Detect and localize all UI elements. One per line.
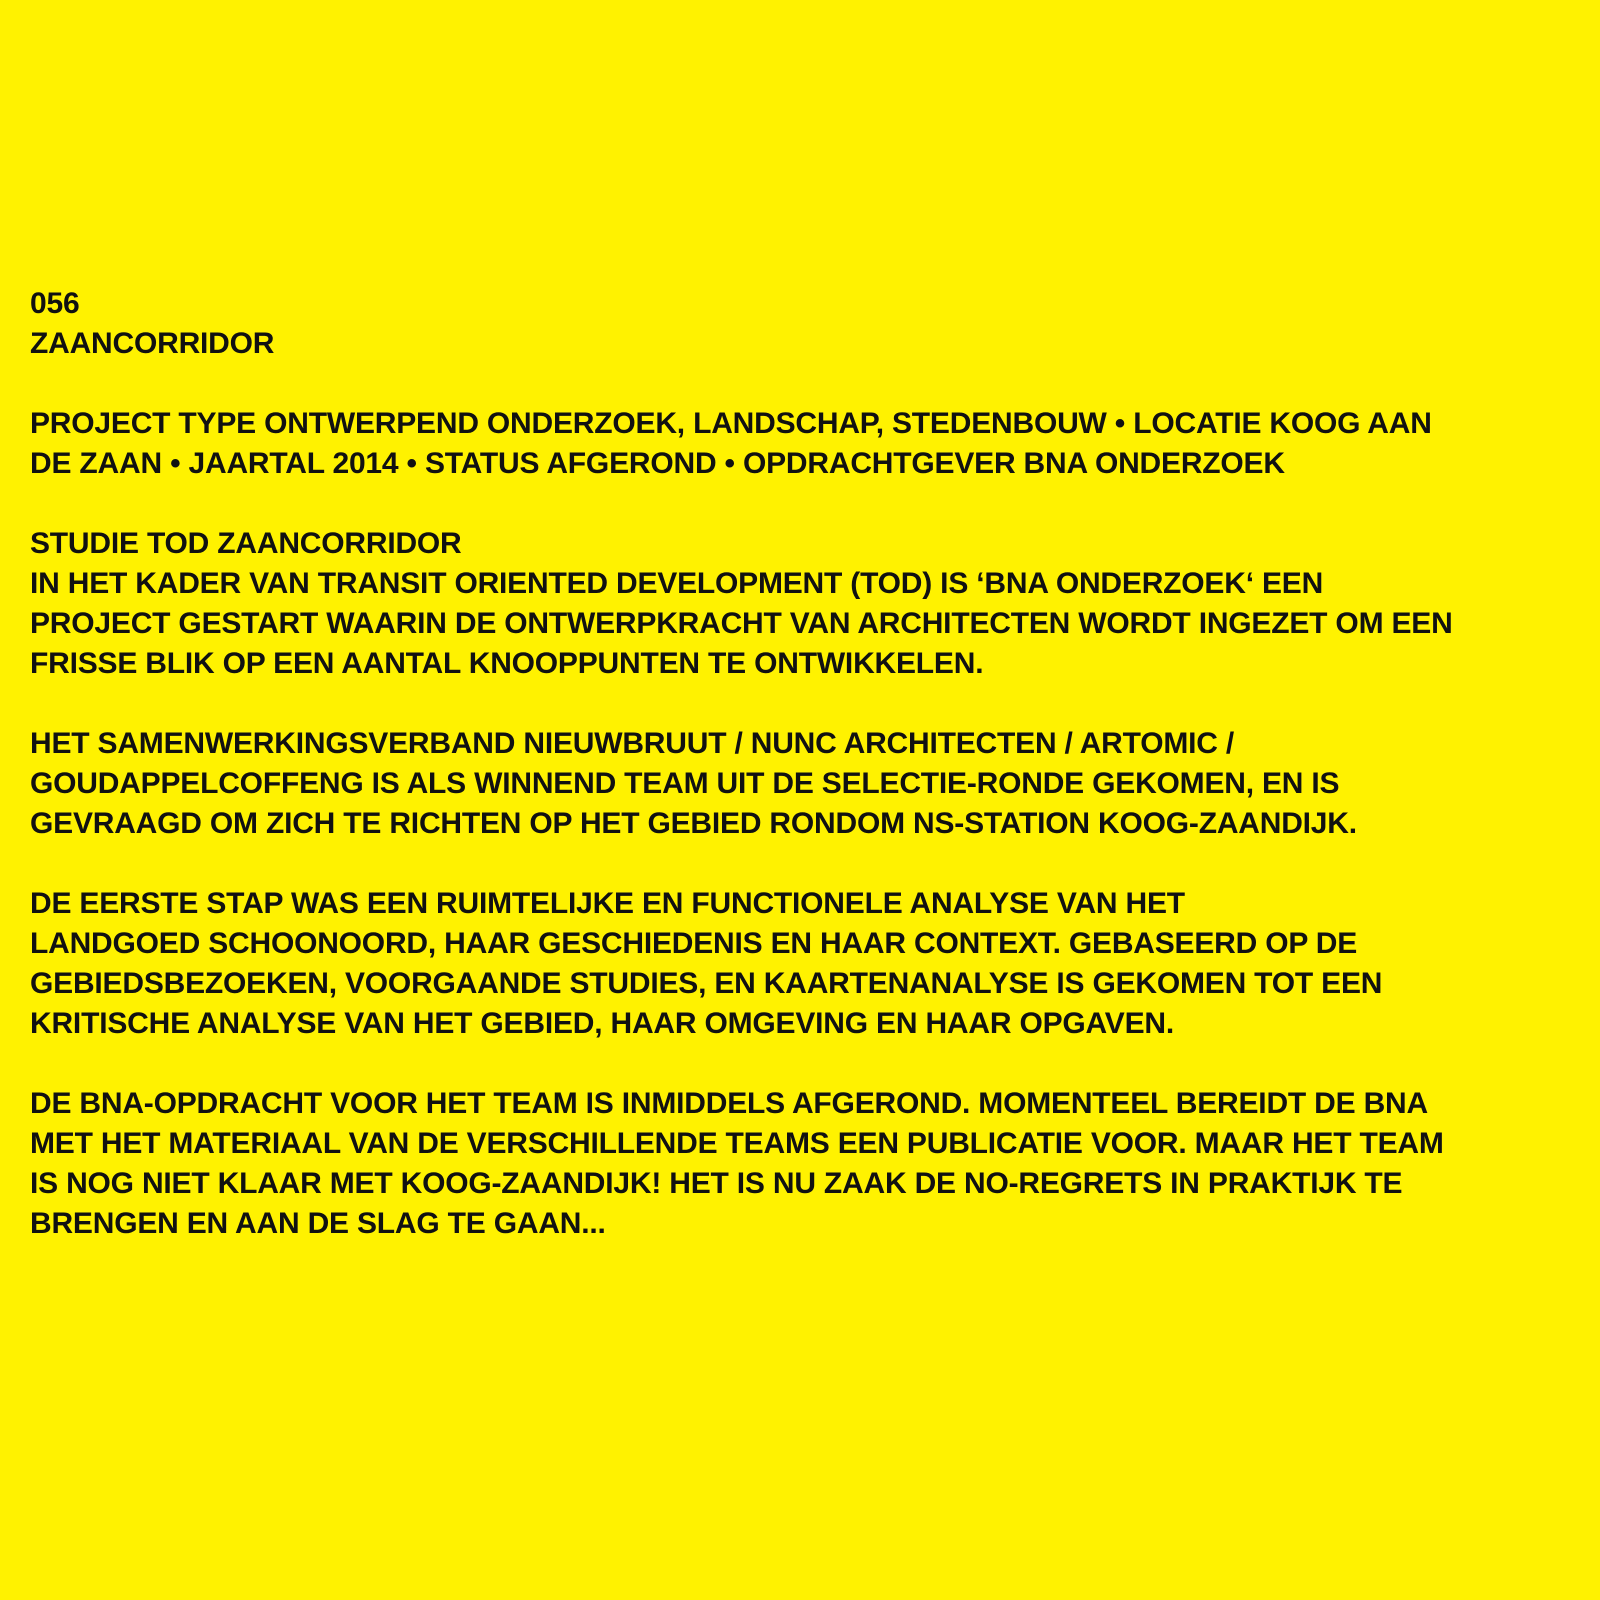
spacer — [30, 684, 1570, 724]
section-title: STUDIE TOD ZAANCORRIDOR — [30, 527, 462, 560]
paragraph-line: IS NOG NIET KLAAR MET KOOG-ZAANDIJK! HET IS NU ZAAK DE NO-REGRETS IN PRAKTIJK TE — [30, 1167, 1403, 1200]
paragraph-line: DE EERSTE STAP WAS EEN RUIMTELIJKE EN FUNCTIONELE ANALYSE VAN HET — [30, 887, 1185, 920]
paragraph-line: DE BNA-OPDRACHT VOOR HET TEAM IS INMIDDELS AFGEROND. MOMENTEEL BEREIDT DE BNA — [30, 1087, 1428, 1120]
meta-line: PROJECT TYPE ONTWERPEND ONDERZOEK, LANDSCHAP, STEDENBOUW • LOCATIE KOOG AAN — [30, 407, 1432, 440]
spacer — [30, 484, 1570, 524]
spacer — [30, 844, 1570, 884]
paragraph-analysis — [30, 884, 1570, 1044]
project-header — [30, 284, 1570, 364]
paragraph-line: MET HET MATERIAAL VAN DE VERSCHILLENDE TEAMS EEN PUBLICATIE VOOR. MAAR HET TEAM — [30, 1127, 1444, 1160]
paragraph-team — [30, 724, 1570, 844]
paragraph-line: HET SAMENWERKINGSVERBAND NIEUWBRUUT / NUNC ARCHITECTEN / ARTOMIC / — [30, 727, 1235, 760]
meta-line: DE ZAAN • JAARTAL 2014 • STATUS AFGEROND • OPDRACHTGEVER BNA ONDERZOEK — [30, 447, 1285, 480]
paragraph-status — [30, 1084, 1570, 1244]
paragraph-line: LANDGOED SCHOONOORD, HAAR GESCHIEDENIS EN HAAR CONTEXT. GEBASEERD OP DE — [30, 927, 1358, 960]
paragraph-line: KRITISCHE ANALYSE VAN HET GEBIED, HAAR OMGEVING EN HAAR OPGAVEN. — [30, 1007, 1174, 1040]
project-number: 056 — [30, 287, 80, 320]
paragraph-line: PROJECT GESTART WAARIN DE ONTWERPKRACHT VAN ARCHITECTEN WORDT INGEZET OM EEN — [30, 607, 1453, 640]
paragraph-line: FRISSE BLIK OP EEN AANTAL KNOOPPUNTEN TE ONTWIKKELEN. — [30, 647, 984, 680]
project-title: ZAANCORRIDOR — [30, 327, 275, 360]
paragraph-line: GEVRAAGD OM ZICH TE RICHTEN OP HET GEBIED RONDOM NS-STATION KOOG-ZAANDIJK. — [30, 807, 1357, 840]
project-meta — [30, 404, 1570, 484]
paragraph-line: BRENGEN EN AAN DE SLAG TE GAAN... — [30, 1207, 606, 1240]
spacer — [30, 1044, 1570, 1084]
spacer — [30, 364, 1570, 404]
paragraph-line: IN HET KADER VAN TRANSIT ORIENTED DEVELOPMENT (TOD) IS ‘BNA ONDERZOEK‘ EEN — [30, 567, 1324, 600]
paragraph-intro — [30, 524, 1570, 684]
paragraph-line: GEBIEDSBEZOEKEN, VOORGAANDE STUDIES, EN KAARTENANALYSE IS GEKOMEN TOT EEN — [30, 967, 1383, 1000]
paragraph-line: GOUDAPPELCOFFENG IS ALS WINNEND TEAM UIT DE SELECTIE-RONDE GEKOMEN, EN IS — [30, 767, 1340, 800]
